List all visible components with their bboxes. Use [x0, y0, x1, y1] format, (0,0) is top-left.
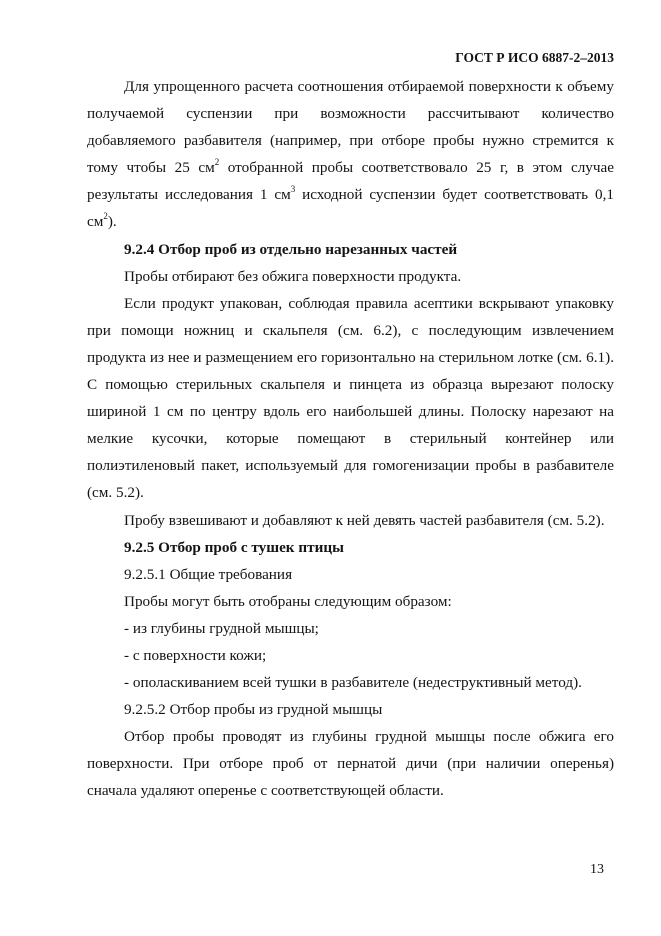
paragraph: Отбор пробы проводят из глубины грудной мышцы после обжига его поверхности. При отборе проб от пернатой дичи (при наличии оперенья) сначала удаляют оперенье с соответствующей области.: [87, 728, 614, 800]
paragraph: Пробу взвешивают и добавляют к ней девять частей разбавителя (см. 5.2).: [124, 511, 605, 529]
subsection-heading-9-2-5-2: 9.2.5.2 Отбор пробы из грудной мышцы: [124, 701, 383, 719]
subsection-heading-9-2-5-1: 9.2.5.1 Общие требования: [124, 565, 293, 583]
superscript: 2: [103, 211, 108, 222]
superscript: 3: [290, 184, 296, 195]
superscript: 2: [214, 157, 220, 168]
page-number: 13: [590, 862, 604, 877]
list-item: - с поверхности кожи;: [124, 646, 267, 664]
document-body: [87, 73, 614, 805]
paragraph: Если продукт упакован, соблюдая правила асептики вскрывают упаковку при помощи ножниц и скальпеля (см. 6.2), с последующим извлечением продукта из нее и размещением его горизонтально на стерильном лотке (см. 6.1). С помощью стерильных скальпеля и пинцета из образца вырезают полоску шириной 1 см по центру вдоль его наибольшей длины. Полоску нарезают на мелкие кусочки, которые помещают в стерильный контейнер или полиэтиленовый пакет, используемый для гомогенизации пробы в разбавителе (см. 5.2).: [87, 294, 614, 502]
section-heading-9-2-4: 9.2.4 Отбор проб из отдельно нарезанных частей: [124, 240, 458, 258]
paragraph: Пробы отбирают без обжига поверхности продукта.: [124, 267, 462, 285]
list-item: - из глубины грудной мышцы;: [124, 619, 319, 637]
text-run: Для упрощенного расчета соотношения отбираемой поверхности к объему получаемой суспензии при возможности рассчитывают количество добавляемого разбавителя (например, при отборе пробы нужно стремится к тому чтобы 25 см: [87, 78, 614, 177]
section-heading-9-2-5: 9.2.5 Отбор проб с тушек птицы: [124, 538, 344, 556]
text-run: ).: [107, 213, 117, 231]
paragraph: Пробы могут быть отобраны следующим образом:: [124, 592, 452, 610]
list-item: - ополаскиванием всей тушки в разбавителе (недеструктивный метод).: [124, 674, 582, 692]
paragraph-dilution-calc: [87, 73, 614, 236]
text-run: исходной суспензии будет соответствовать 0,1 см: [87, 186, 614, 231]
document-header: ГОСТ Р ИСО 6887-2–2013: [455, 50, 614, 65]
text-run: отобранной пробы соответствовало 25 г, в этом случае результаты исследования 1 см: [87, 159, 614, 204]
